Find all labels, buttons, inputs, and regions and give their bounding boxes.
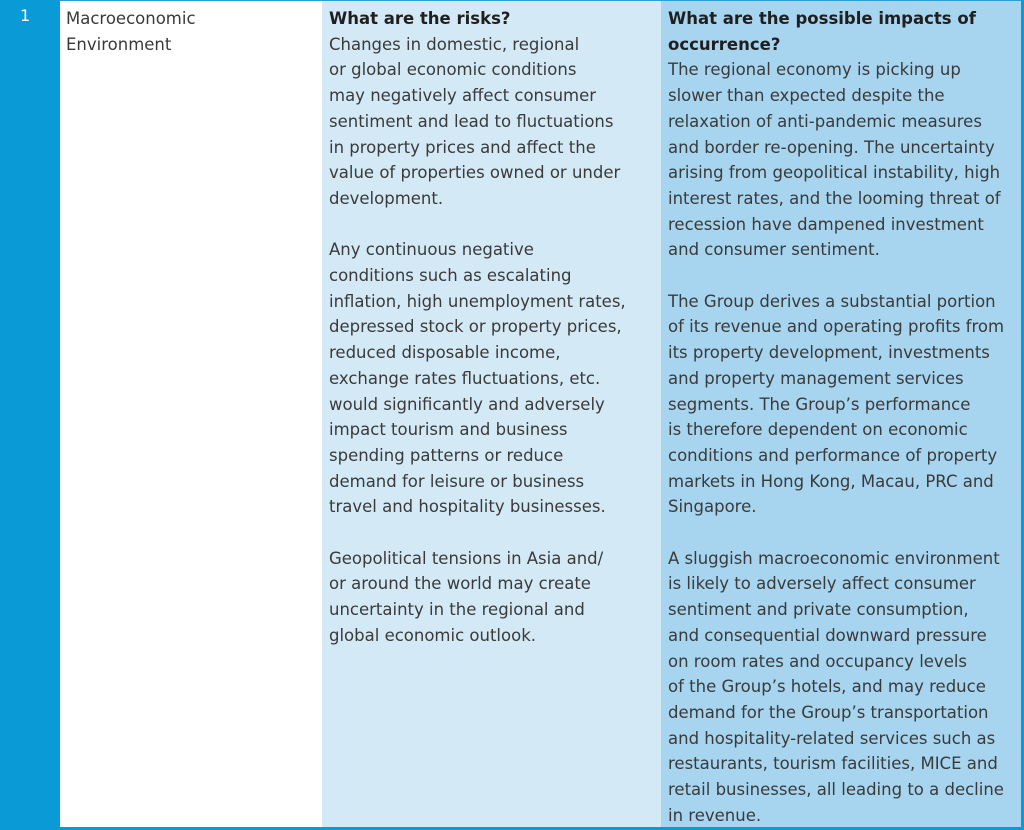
row-number: 1 — [20, 6, 31, 25]
risks-cell — [322, 0, 661, 830]
impacts-heading: What are the possible impacts of occurrence? — [668, 9, 976, 54]
risk-name: Macroeconomic Environment — [66, 9, 196, 54]
risks-paragraph-3: Geopolitical tensions in Asia and/ or around the world may create uncertainty in the regional and global economic outlook. — [329, 548, 604, 645]
impacts-paragraph-2: The Group derives a substantial portion of its revenue and operating profits from its property development, investments and property management services segments. The Group’s performance is therefore dependent on economic conditions and performance of property markets in Hong Kong, Macau, PRC and Singapore. — [668, 291, 1005, 517]
risks-paragraph-1: Changes in domestic, regional or global economic conditions may negatively affect consumer sentiment and lead to fluctuations in property prices and affect the value of properties owned or under development. — [329, 34, 621, 208]
risks-heading: What are the risks? — [329, 9, 511, 28]
impacts-cell — [661, 0, 1024, 830]
risk-name-cell — [60, 0, 322, 830]
risks-paragraph-2: Any continuous negative conditions such as escalating inflation, high unemployment rates, depressed stock or property prices, reduced disposable income, exchange rates fluctuations, etc. would significantly and adversely impact tourism and business spending patterns or reduce demand for leisure or business travel and hospitality businesses. — [329, 240, 626, 517]
row-number-cell — [0, 0, 60, 830]
impacts-paragraph-1: The regional economy is picking up slower than expected despite the relaxation of anti-pandemic measures and border re-opening. The uncertainty arising from geopolitical instability, high interest rates, and the looming threat of recession have dampened investment and consumer sentiment. — [668, 60, 1001, 260]
impacts-paragraph-3: A sluggish macroeconomic environment is likely to adversely affect consumer sentiment and private consumption, and consequential downward pressure on room rates and occupancy levels of the Group’s hotels, and may reduce demand for the Group’s transportation and hospitality-related services such as restaurants, tourism facilities, MICE and retail businesses, all leading to a decline in revenue. — [668, 548, 1004, 825]
